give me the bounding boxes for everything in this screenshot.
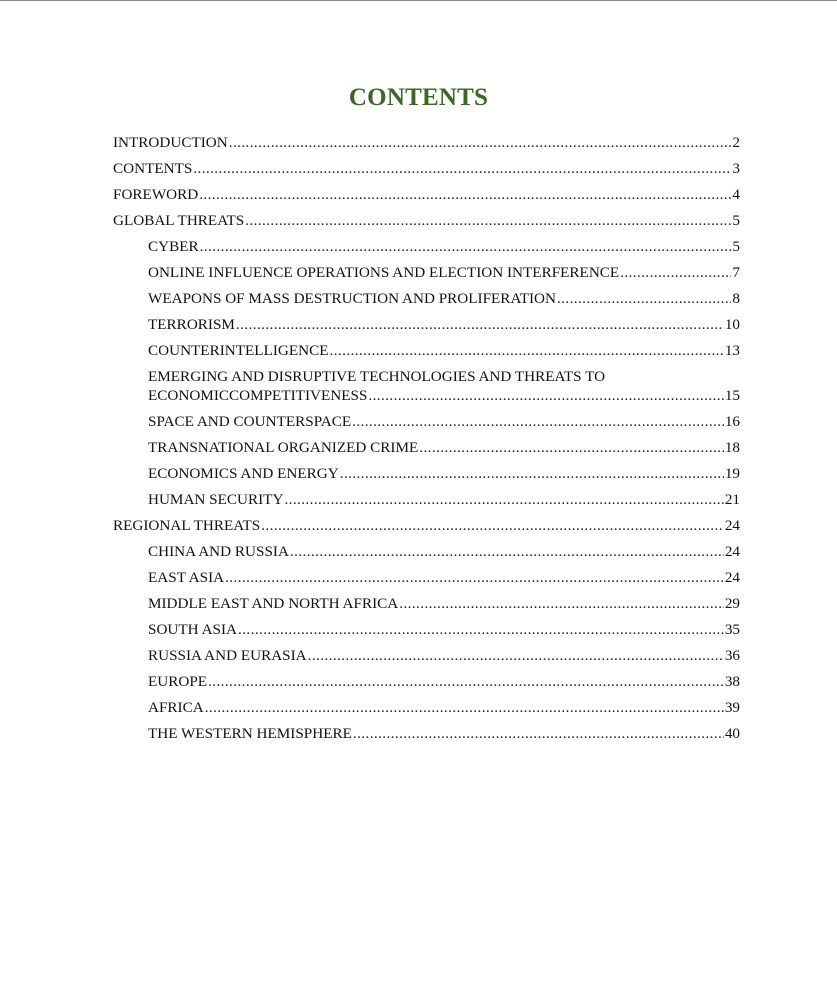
toc-entry-global-threats[interactable] [113,206,740,232]
toc-page-number: 19 [724,465,740,482]
toc-dot-leader [340,464,724,483]
toc-entry-label: REGIONAL THREATS [113,517,261,534]
toc-dot-leader [208,672,724,691]
page-title: CONTENTS [348,84,489,111]
toc-entry-label: AFRICA [148,699,204,716]
toc-page-number: 29 [724,595,740,612]
toc-page-number: 38 [724,673,740,690]
toc-page-number: 18 [724,439,740,456]
toc-entry-china-russia[interactable] [113,537,740,563]
toc-entry-foreword[interactable] [113,180,740,206]
toc-entry-label-line1: EMERGING AND DISRUPTIVE TECHNOLOGIES AND THREATS TO [148,368,606,385]
toc-entry-space-counterspace[interactable] [113,407,740,433]
toc-entry-label: ECONOMICS AND ENERGY [148,465,339,482]
toc-entry-regional-threats[interactable] [113,511,740,537]
toc-entry-western-hemisphere[interactable] [113,719,740,745]
toc-entry-online-influence[interactable] [113,258,740,284]
toc-entry-label: TRANSNATIONAL ORGANIZED CRIME [148,439,419,456]
toc-entry-middle-east-north-africa[interactable] [113,589,740,615]
toc-page-number: 10 [724,316,740,333]
toc-entry-label-line2: ECONOMICCOMPETITIVENESS [148,387,368,404]
toc-dot-leader [419,438,724,457]
toc-entry-wrapped-label [148,367,740,405]
toc-entry-label: SPACE AND COUNTERSPACE [148,413,352,430]
toc-dot-leader [399,594,724,613]
toc-dot-leader [620,263,731,282]
toc-entry-cyber[interactable] [113,232,740,258]
toc-entry-terrorism[interactable] [113,310,740,336]
toc-entry-label: COUNTERINTELLIGENCE [148,342,329,359]
toc-entry-south-asia[interactable] [113,615,740,641]
toc-dot-leader [193,159,731,178]
toc-entry-label: SOUTH ASIA [148,621,238,638]
toc-dot-leader [261,516,724,535]
toc-entry-emerging-technologies[interactable] [113,362,740,407]
toc-entry-contents[interactable] [113,154,740,180]
toc-entry-transnational-crime[interactable] [113,433,740,459]
toc-page-number: 3 [732,160,740,177]
toc-page-number: 21 [724,491,740,508]
toc-dot-leader [205,698,724,717]
toc-entry-label: EUROPE [148,673,208,690]
toc-dot-leader [238,620,724,639]
toc-page-number: 24 [724,569,740,586]
toc-entry-label: GLOBAL THREATS [113,212,245,229]
toc-dot-leader [353,724,724,743]
toc-dot-leader [229,133,732,152]
toc-dot-leader [245,211,731,230]
toc-entry-label: EAST ASIA [148,569,225,586]
toc-page-number: 39 [724,699,740,716]
toc-entry-label: FOREWORD [113,186,199,203]
toc-entry-label: INTRODUCTION [113,134,228,151]
toc-entry-label: CONTENTS [113,160,193,177]
toc-page-number: 35 [724,621,740,638]
toc-entry-label: ONLINE INFLUENCE OPERATIONS AND ELECTION INTERFERENCE [148,264,620,281]
toc-entry-human-security[interactable] [113,485,740,511]
toc-dot-leader [352,412,724,431]
toc-entry-label: THE WESTERN HEMISPHERE [148,725,352,742]
toc-page-number: 5 [732,238,740,255]
toc-entry-wmd-proliferation[interactable] [113,284,740,310]
toc-page-number: 7 [732,264,740,281]
toc-dot-leader [284,490,723,509]
toc-entry-label: CHINA AND RUSSIA [148,543,289,560]
toc-entry-label: MIDDLE EAST AND NORTH AFRICA [148,595,399,612]
toc-page-number: 8 [732,290,740,307]
toc-entry-label: WEAPONS OF MASS DESTRUCTION AND PROLIFERATION [148,290,556,307]
toc-dot-leader [330,341,724,360]
toc-page-number: 24 [724,517,740,534]
toc-dot-leader [557,289,731,308]
toc-dot-leader [200,237,732,256]
toc-page-number: 24 [724,543,740,560]
toc-page-number: 5 [732,212,740,229]
table-of-contents [113,128,740,745]
toc-entry-introduction[interactable] [113,128,740,154]
toc-entry-label: TERRORISM [148,316,235,333]
toc-entry-label: CYBER [148,238,199,255]
toc-entry-africa[interactable] [113,693,740,719]
toc-dot-leader [225,568,724,587]
toc-entry-economics-energy[interactable] [113,459,740,485]
toc-page-number: 2 [732,134,740,151]
toc-page-number: 4 [732,186,740,203]
toc-page-number: 16 [724,413,740,430]
toc-dot-leader [308,646,724,665]
toc-dot-leader [236,315,724,334]
toc-page-number: 13 [724,342,740,359]
toc-dot-leader [290,542,724,561]
toc-entry-europe[interactable] [113,667,740,693]
toc-entry-russia-eurasia[interactable] [113,641,740,667]
toc-page-number: 15 [724,387,740,404]
toc-entry-label: HUMAN SECURITY [148,491,284,508]
toc-page-number: 40 [724,725,740,742]
toc-entry-east-asia[interactable] [113,563,740,589]
toc-dot-leader [368,386,723,405]
toc-dot-leader [199,185,731,204]
toc-entry-last-line [148,386,740,405]
toc-entry-label: RUSSIA AND EURASIA [148,647,307,664]
toc-page-number: 36 [724,647,740,664]
toc-entry-counterintelligence[interactable] [113,336,740,362]
